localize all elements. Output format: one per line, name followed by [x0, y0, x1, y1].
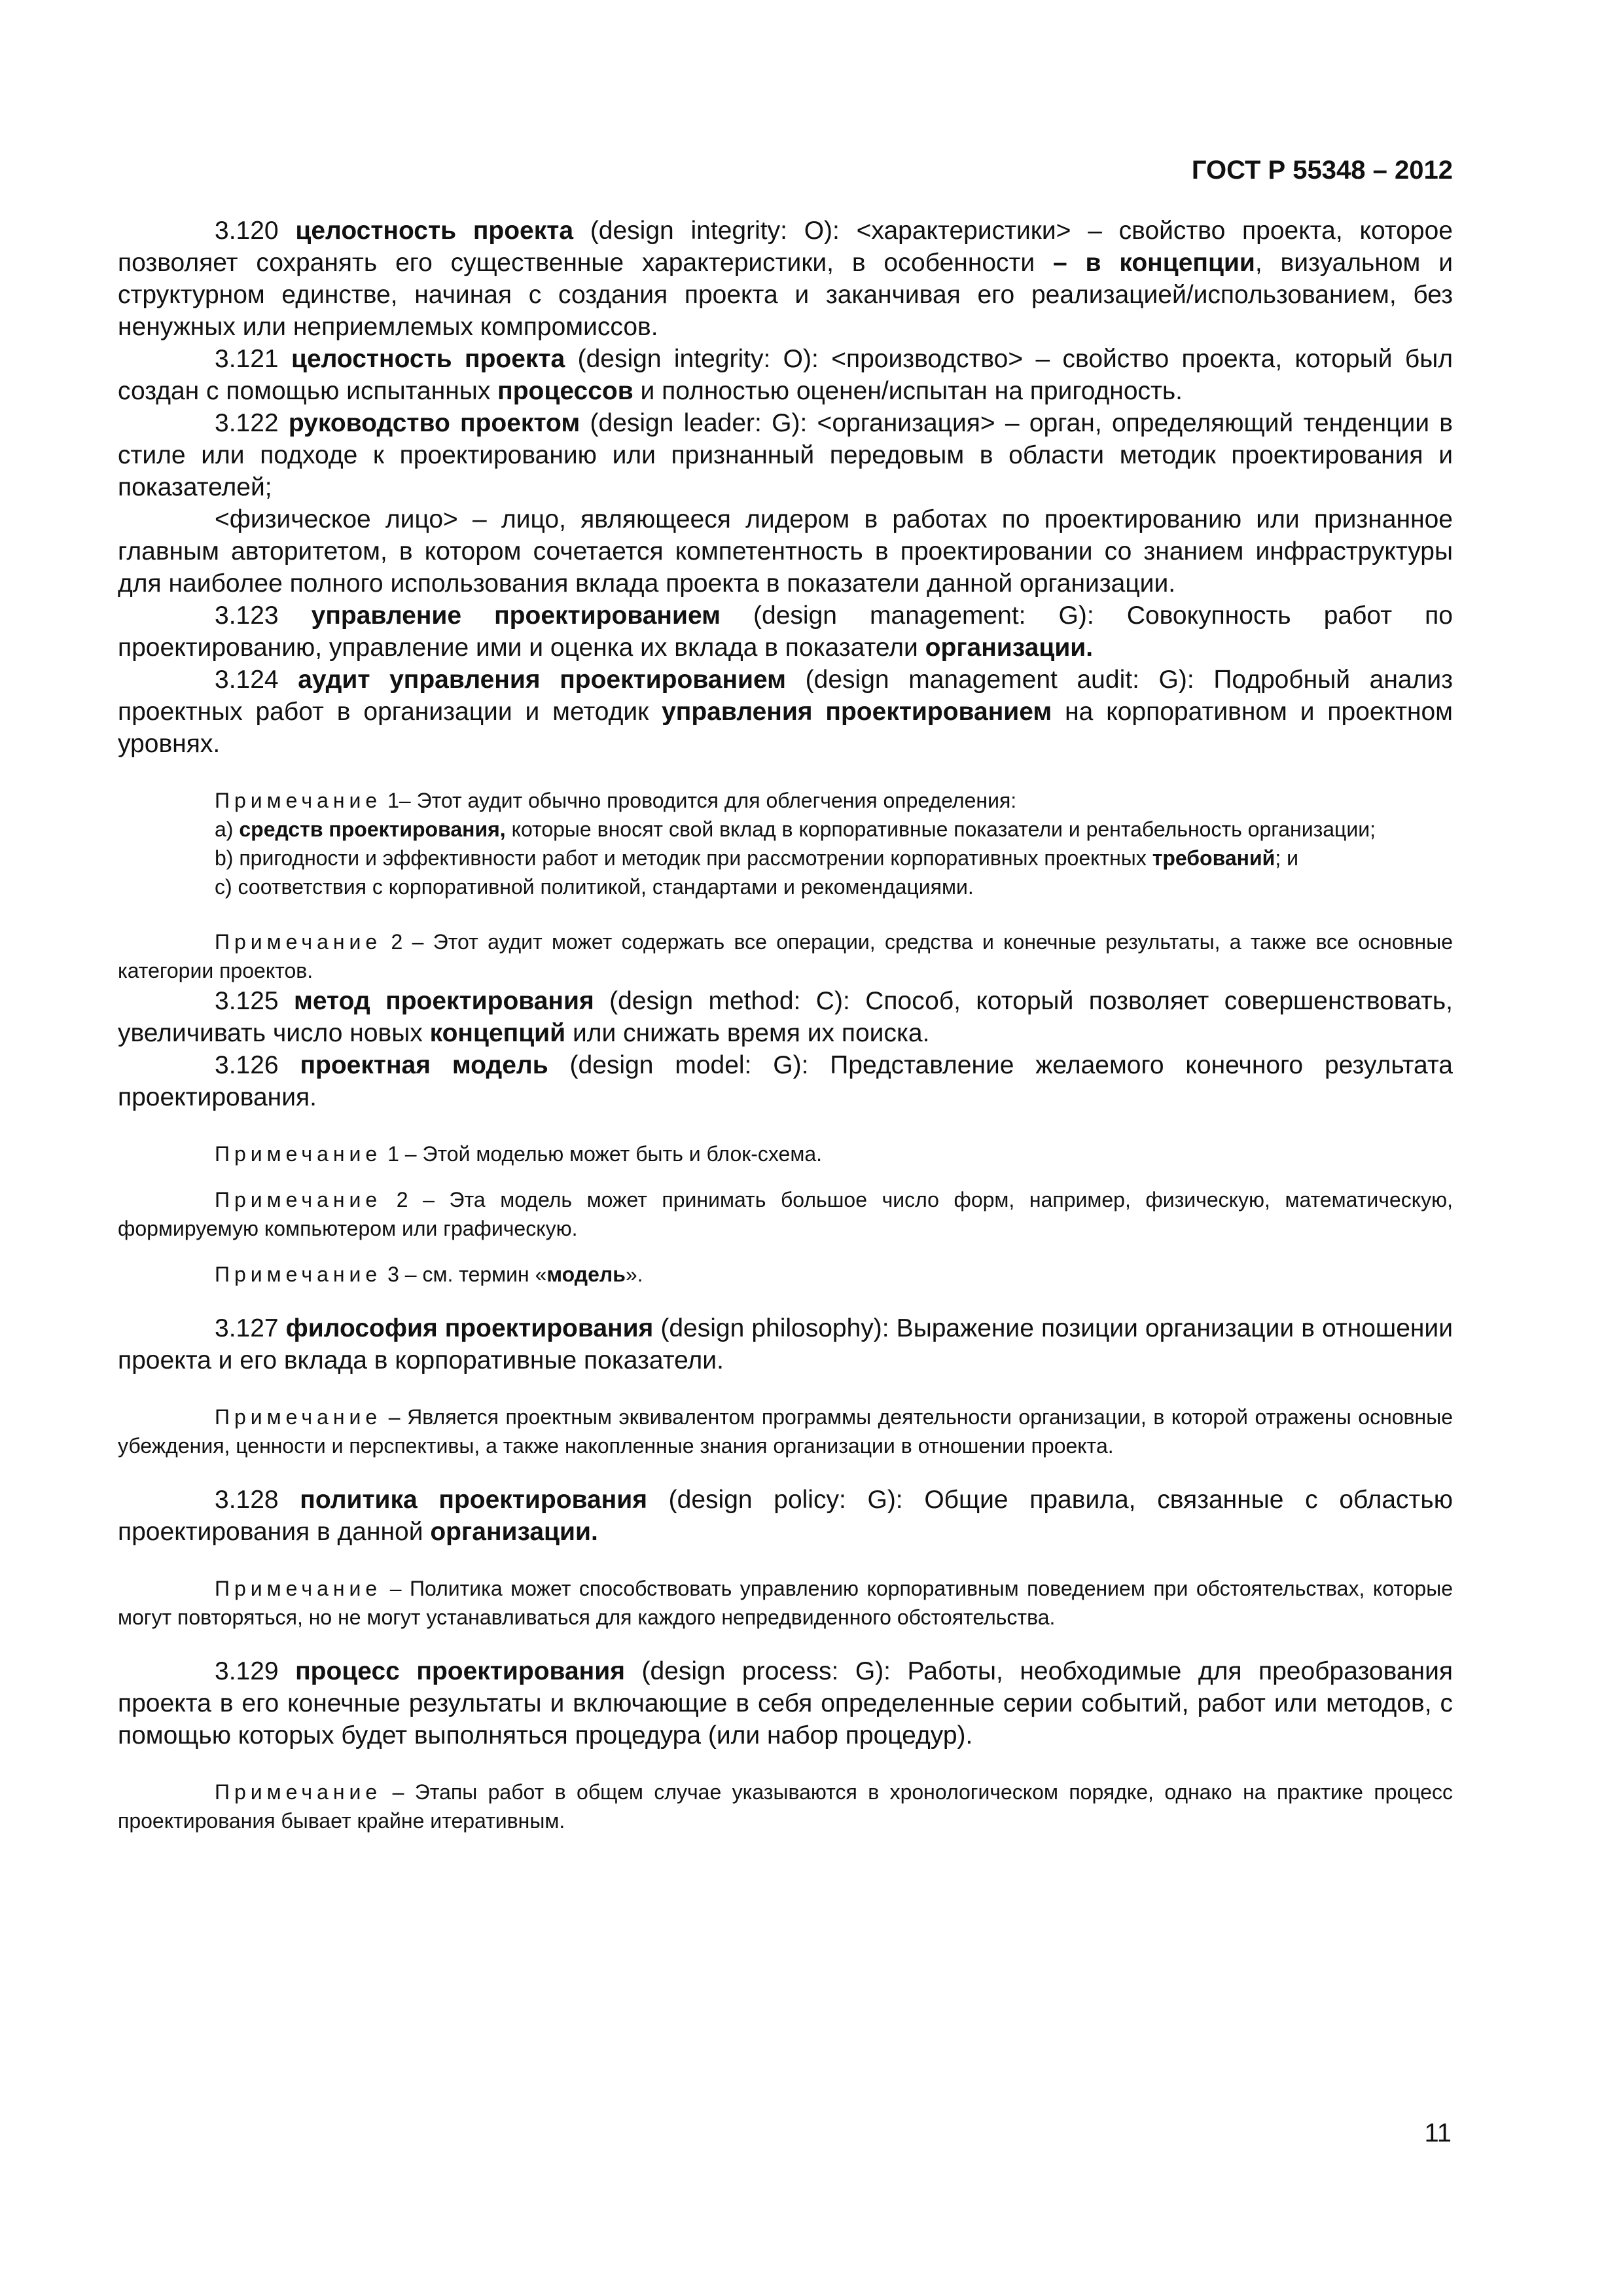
note-3-124-2 [118, 927, 1453, 985]
term-3-127 [118, 1312, 1453, 1376]
note-3-126-3 [118, 1260, 1453, 1289]
term-title: философия проектирования [285, 1314, 654, 1342]
term-text: , визуальном и структурном единстве, начиная с создания проекта и заканчивая его реализацией/использованием, без ненужных или неприемлемых компромиссов. [118, 249, 1453, 341]
term-number: 3.121 [215, 345, 291, 373]
term-number: 3.123 [215, 601, 312, 630]
note-text: 1– Этот аудит обычно проводится для облегчения определения: [382, 789, 1017, 812]
term-text: (design integrity: O): <характеристики> – свойство проекта, которое позволяет сохранять его существенные характеристики, в особенности [118, 217, 1453, 277]
term-link: организации. [925, 634, 1094, 662]
term-text: (design method: C): Способ, который позволяет совершенствовать, увеличивать число новых [118, 987, 1453, 1047]
term-title: метод проектирования [294, 987, 594, 1015]
note-term-link: модель [546, 1263, 626, 1286]
term-text: (design management audit: G): Подробный анализ проектных работ в организации и методик [118, 666, 1453, 726]
term-title: процесс проектирования [295, 1657, 625, 1685]
term-title: политика проектирования [300, 1486, 647, 1514]
note-label: Примечание [215, 930, 382, 954]
note-3-128 [118, 1574, 1453, 1632]
term-3-126 [118, 1049, 1453, 1113]
term-text-bold: – в [1053, 249, 1120, 277]
term-title: управление проектированием [311, 601, 721, 630]
term-text: (design integrity: O): <производство> – свойство проекта, который был создан с помощью испытанных [118, 345, 1453, 405]
note-3-126-1 [118, 1139, 1453, 1168]
note-text: 2 – Этот аудит может содержать все операции, средства и конечные результаты, а также все основные категории проектов. [118, 930, 1453, 982]
term-number: 3.124 [215, 666, 298, 694]
note-text: 3 – см. термин « [382, 1263, 547, 1286]
term-3-120 [118, 215, 1453, 343]
note-text: ; и [1275, 846, 1298, 870]
term-text: (design philosophy): Выражение позиции организации в отношении проекта и его вклада в корпоративные показатели. [118, 1314, 1454, 1374]
note-3-124-item-c: c) соответствия с корпоративной политикой, стандартами и рекомендациями. [215, 875, 974, 899]
note-text: 2 – Эта модель может принимать большое число форм, например, физическую, математическую, формируемую компьютером или графическую. [118, 1188, 1453, 1240]
note-term-link: средств проектирования, [239, 817, 506, 841]
term-link: процессов [497, 377, 633, 405]
page-content [118, 215, 1453, 1835]
note-term-link: требований [1152, 846, 1275, 870]
term-link: концепций [429, 1019, 566, 1047]
standard-header: ГОСТ Р 55348 – 2012 [1191, 156, 1453, 185]
term-title: проектная модель [300, 1051, 548, 1079]
term-3-122-continuation: <физическое лицо> – лицо, являющееся лидером в работах по проектированию или признанное главным авторитетом, в котором сочетается компетентность в проектировании со знанием инфраструктуры для наиболее полного использования вклада проекта в показатели данной организации. [118, 505, 1453, 598]
note-3-127 [118, 1403, 1453, 1460]
note-text: ». [625, 1263, 643, 1286]
term-number: 3.120 [215, 217, 296, 245]
term-text: (design process: G): Работы, необходимые для преобразования проекта в его конечные результаты и включающие в себя определенные серии событий, работ или методов, с помощью которых будет выполняться процедура (или набор процедур). [118, 1657, 1453, 1749]
term-title: руководство проектом [288, 409, 580, 437]
note-text: – Является проектным эквивалентом программы деятельности организации, в которой отражены основные убеждения, ценности и перспективы, а также накопленные знания организации в отношении проекта. [118, 1405, 1453, 1458]
note-3-129 [118, 1778, 1453, 1835]
note-text: b) пригодности и эффективности работ и методик при рассмотрении корпоративных проектных [215, 846, 1152, 870]
note-label: Примечание [215, 1188, 382, 1211]
term-3-129 [118, 1655, 1453, 1751]
term-number: 3.129 [215, 1657, 296, 1685]
note-text: 1 – Этой моделью может быть и блок-схема. [382, 1142, 823, 1166]
term-text: или снижать время их поиска. [565, 1019, 930, 1047]
term-text: и полностью оценен/испытан на пригодность. [633, 377, 1183, 405]
note-text: – Этапы работ в общем случае указываются в хронологическом порядке, однако на практике процесс проектирования бывает крайне итеративным. [118, 1780, 1453, 1833]
term-number: 3.122 [215, 409, 289, 437]
term-text: на корпоративном и проектном уровнях. [118, 698, 1453, 758]
note-text: которые вносят свой вклад в корпоративные показатели и рентабельность организации; [505, 817, 1376, 841]
term-3-128 [118, 1484, 1453, 1548]
term-number: 3.126 [215, 1051, 300, 1079]
term-link: управления проектированием [662, 698, 1052, 726]
note-label: Примечание [215, 1780, 382, 1804]
note-3-126-2 [118, 1185, 1453, 1243]
term-3-124 [118, 664, 1453, 760]
term-number: 3.128 [215, 1486, 300, 1514]
note-label: Примечание [215, 1142, 382, 1166]
term-3-121 [118, 343, 1453, 407]
note-text: a) [215, 817, 240, 841]
note-label: Примечание [215, 1263, 382, 1286]
term-link: концепции [1119, 249, 1255, 277]
term-text: (design leader: G): <организация> – орган, определяющий тенденции в стиле или подходе к проектированию или признанный передовым в области методик проектирования и показателей; [118, 409, 1453, 501]
term-3-122 [118, 407, 1453, 503]
note-3-124-item-b [118, 844, 1453, 872]
term-text: (design policy: G): Общие правила, связанные с областью проектирования в данной [118, 1486, 1453, 1546]
term-number: 3.125 [215, 987, 294, 1015]
note-text: – Политика может способствовать управлению корпоративным поведением при обстоятельствах, которые могут повторяться, но не могут устанавливаться для каждого непредвиденного обстоятельства. [118, 1577, 1453, 1629]
note-label: Примечание [215, 1405, 382, 1429]
term-text: (design management: G): Совокупность работ по проектированию, управление ими и оценка их вклада в показатели [118, 601, 1453, 662]
page-number: 11 [1424, 2119, 1452, 2147]
note-3-124-item-a [118, 815, 1453, 844]
term-title: целостность проекта [291, 345, 565, 373]
note-3-124-1 [118, 786, 1453, 815]
term-text: (design model: G): Представление желаемого конечного результата проектирования. [118, 1051, 1453, 1111]
term-3-123 [118, 600, 1453, 664]
term-title: целостность проекта [295, 217, 574, 245]
note-label: Примечание [215, 789, 382, 812]
term-3-125 [118, 985, 1453, 1049]
term-title: аудит управления проектированием [298, 666, 787, 694]
term-link: организации. [430, 1518, 598, 1546]
note-label: Примечание [215, 1577, 382, 1600]
term-number: 3.127 [215, 1314, 286, 1342]
